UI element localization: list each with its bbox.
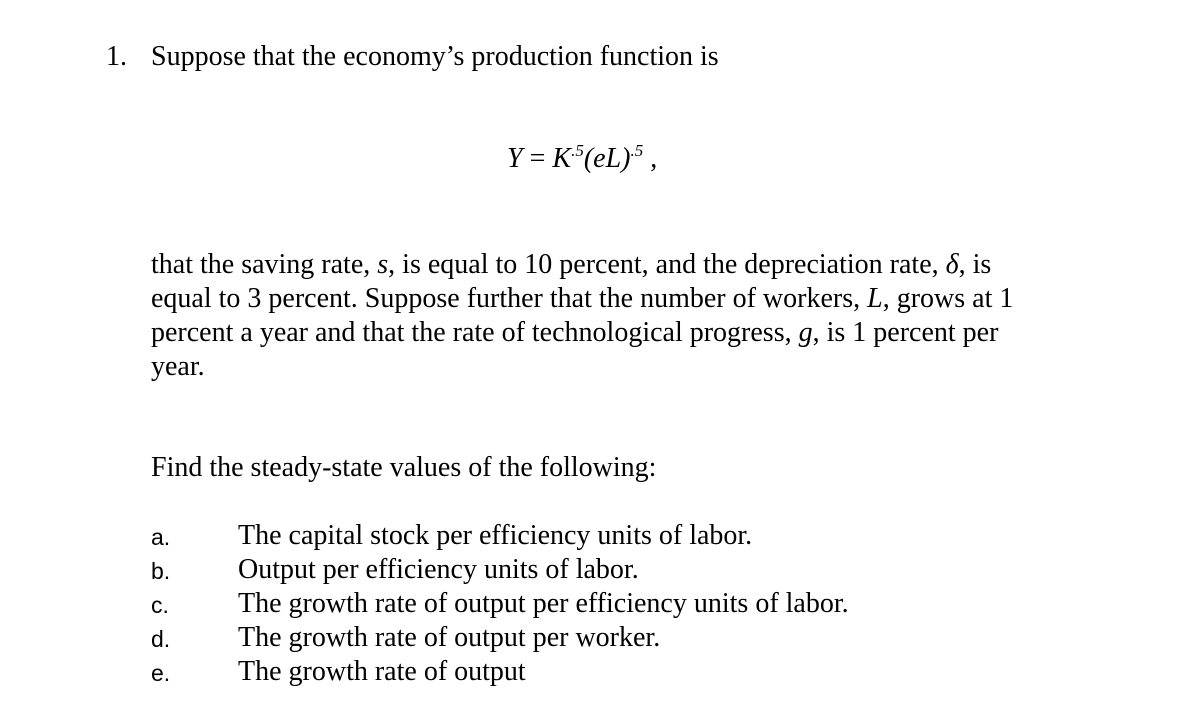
p2-text-b: , grows at 1 bbox=[882, 283, 1014, 314]
question-intro: Suppose that the economy’s production function is bbox=[151, 41, 719, 72]
production-function-equation bbox=[507, 142, 657, 179]
list-item-text: The growth rate of output bbox=[238, 656, 526, 687]
list-item-letter: b. bbox=[151, 558, 171, 584]
p3-text-b: , is 1 percent per bbox=[812, 317, 999, 348]
eq-labor-exponent: .5 bbox=[630, 141, 644, 160]
p1-text-c: , is bbox=[958, 249, 992, 280]
list-item-letter: c. bbox=[151, 592, 169, 618]
find-heading: Find the steady-state values of the following: bbox=[151, 452, 657, 483]
list-item-text: The growth rate of output per efficiency units of labor. bbox=[238, 588, 849, 619]
saving-rate-symbol: s bbox=[377, 249, 389, 280]
assumptions-paragraph bbox=[151, 248, 1071, 384]
eq-labor-term: (eL) bbox=[583, 143, 631, 174]
workers-symbol: L bbox=[867, 283, 883, 314]
depreciation-rate-symbol: δ bbox=[945, 249, 959, 280]
list-item-letter: a. bbox=[151, 524, 171, 550]
p1-text-b: , is equal to 10 percent, and the depreciation rate, bbox=[388, 249, 946, 280]
paragraph-line-3 bbox=[151, 316, 1071, 350]
paragraph-line-4: year. bbox=[151, 351, 205, 382]
eq-output-symbol: Y bbox=[507, 143, 523, 174]
list-item-text: The capital stock per efficiency units of labor. bbox=[238, 520, 753, 551]
tech-progress-symbol: g bbox=[798, 317, 813, 348]
eq-capital-symbol: K bbox=[552, 143, 572, 174]
p3-text-a: percent a year and that the rate of technological progress, bbox=[151, 317, 799, 348]
question-number: 1. bbox=[106, 41, 127, 72]
eq-trailing-comma: , bbox=[643, 143, 658, 174]
paragraph-line-1 bbox=[151, 248, 1071, 282]
list-item-text: Output per efficiency units of labor. bbox=[238, 554, 639, 585]
list-item-letter: e. bbox=[151, 660, 171, 686]
p1-text-a: that the saving rate, bbox=[151, 249, 378, 280]
eq-capital-exponent: .5 bbox=[571, 141, 584, 160]
paragraph-line-2 bbox=[151, 282, 1071, 316]
p2-text-a: equal to 3 percent. Suppose further that the number of workers, bbox=[151, 283, 868, 314]
list-item-letter: d. bbox=[151, 626, 171, 652]
list-item-text: The growth rate of output per worker. bbox=[238, 622, 661, 653]
eq-equals: = bbox=[522, 143, 553, 174]
